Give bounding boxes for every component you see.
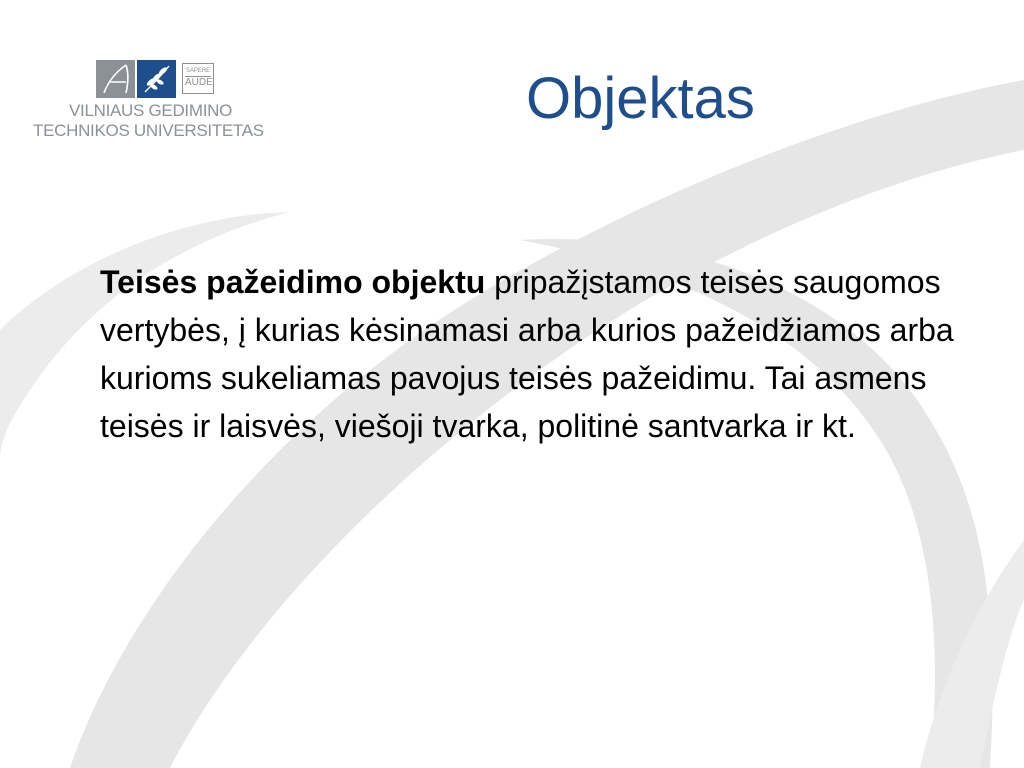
calligraphic-letter-icon <box>96 60 135 98</box>
motto-top-text: SAPERE <box>185 68 211 74</box>
motto-bottom-text: AUDE <box>185 77 213 88</box>
logo-marks <box>96 60 218 98</box>
slide-title: Objektas <box>526 66 755 131</box>
defined-term: Teisės pažeidimo objektu <box>100 264 486 300</box>
slide-body <box>100 258 962 450</box>
logo-university-name-line1: VILNIAUS GEDIMINO <box>69 101 233 120</box>
laurel-branch-icon <box>137 60 176 98</box>
motto-badge <box>178 60 218 98</box>
logo-university-name-line2: TECHNIKOS UNIVERSITETAS <box>33 121 264 140</box>
university-logo <box>30 58 290 148</box>
definition-text: pripažįstamos teisės saugomos vertybės, į kurias kėsinamasi arba kurios pažeidžiamos arba kurioms sukeliamas pavojus teisės pažeidimu. Tai asmens teisės ir laisvės, viešoji tvarka, politinė santvarka ir kt. <box>100 264 954 444</box>
